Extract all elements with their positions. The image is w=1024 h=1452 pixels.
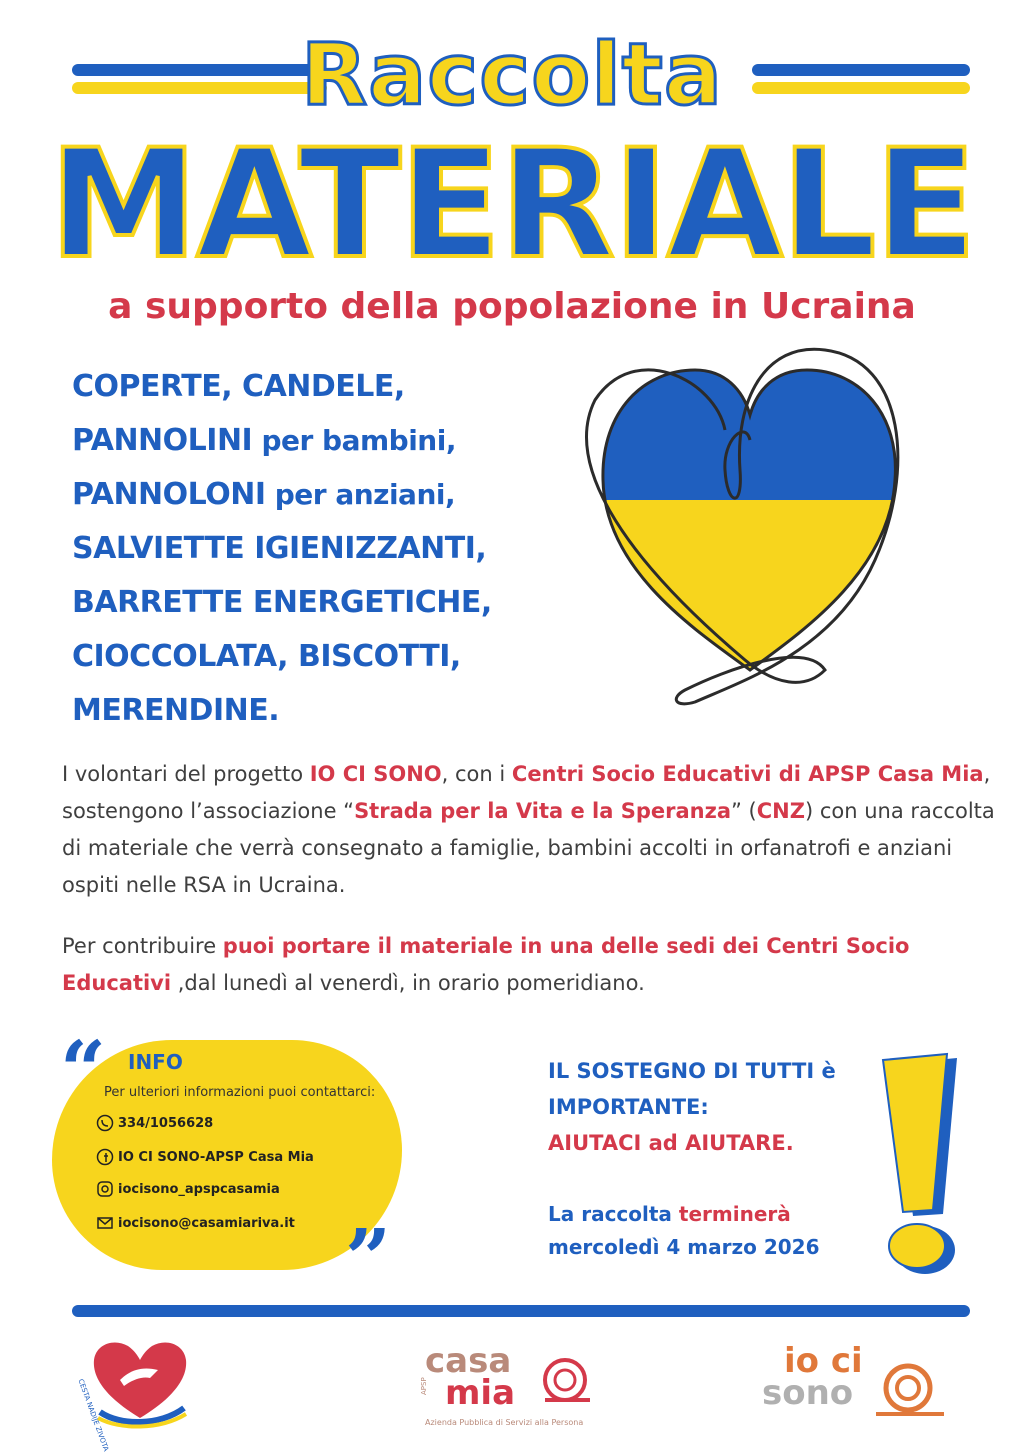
list-item: MERENDINE. [72,693,280,728]
list-item: PANNOLINI per bambini, [72,423,456,458]
casamia-logo-caption: Azienda Pubblica di Servizi alla Persona [425,1418,584,1427]
contact-instagram[interactable]: iocisono_apspcasamia [96,1180,280,1198]
snail-icon [535,1345,595,1405]
title-raccolta: Raccolta [301,25,723,125]
info-title: INFO [128,1050,183,1074]
end-date-message: La raccolta terminerà mercoledì 4 marzo 2026 [548,1202,820,1259]
cnz-logo [80,1330,200,1430]
iocisono-logo-bottom: sono [762,1373,854,1413]
whatsapp-icon [96,1114,114,1132]
items-list [72,360,492,738]
list-item: PANNOLONI per anziani, [72,477,456,512]
contact-phone[interactable]: 334/1056628 [96,1114,213,1132]
contact-email[interactable]: iocisono@casamiariva.it [96,1214,295,1232]
list-item: SALVIETTE IGIENIZZANTI, [72,531,487,566]
ukraine-heart-icon [575,330,925,710]
info-subtitle: Per ulteriori informazioni puoi contattarci: [104,1085,376,1100]
list-item: COPERTE, CANDELE, [72,369,405,404]
exclamation-icon [855,1050,980,1280]
contribute-paragraph: Per contribuire puoi portare il materiale in una delle sedi dei Centri Socio Educativi ,dal lunedì al venerdì, in orario pomeridiano. [62,934,910,995]
snail-icon [868,1350,948,1420]
title-materiale: MATERIALE [49,118,975,292]
instagram-icon [96,1180,114,1198]
support-message: IL SOSTEGNO DI TUTTI è IMPORTANTE: AIUTACI ad AIUTARE. [548,1059,836,1155]
casamia-logo-top: casa [425,1341,512,1381]
casamia-logo-vertical: APSP [420,1377,428,1395]
close-quote-icon: ” [345,1211,392,1305]
email-icon [96,1214,114,1232]
iocisono-logo-top: io ci [784,1341,863,1381]
list-item: CIOCCOLATA, BISCOTTI, [72,639,461,674]
list-item: BARRETTE ENERGETICHE, [72,585,492,620]
bottom-divider [72,1305,970,1317]
open-quote-icon: “ [60,1023,107,1117]
contact-facebook[interactable]: IO CI SONO-APSP Casa Mia [96,1148,314,1166]
description-paragraph: I volontari del progetto IO CI SONO, con i Centri Socio Educativi di APSP Casa Mia, sostengono l’associazione “Strada per la Vita e la Speranza” (CNZ) con una raccolta di materiale che verrà consegnato a famiglie, bambini accolti in orfanatrofi e anziani ospiti nelle RSA in Ucraina. [62,762,995,897]
casamia-logo-bottom: mia [445,1373,516,1413]
facebook-icon [96,1148,114,1166]
subtitle: a supporto della popolazione in Ucraina [108,286,916,327]
cnz-logo-text: CESTA NADIJE ZIVOTA [76,1378,111,1452]
